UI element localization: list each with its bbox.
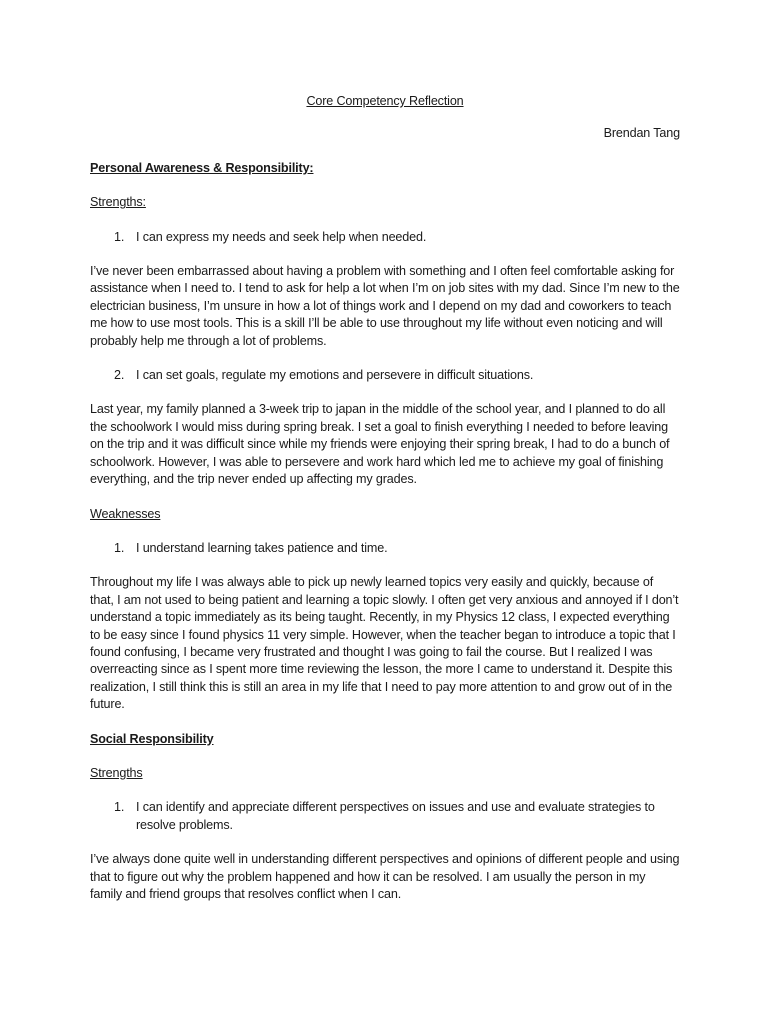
subheading-strengths: Strengths: [90, 195, 146, 210]
body-paragraph: I’ve never been embarrassed about having a problem with something and I often feel comfortable asking for assistance when I need to. I tend to ask for help a lot when I’m on job sites with my dad. Since I’m new to the electrician business, I’m unsure in how a lot of things work and I depend on my dad and coworkers to teach me how to use most tools. This is a skill I’ll be able to use throughout my life without even noticing and will probably help me through a lot of problems. [90, 264, 680, 348]
subheading-weaknesses: Weaknesses [90, 506, 161, 521]
list-item [90, 540, 680, 557]
body-paragraph: Throughout my life I was always able to pick up newly learned topics very easily and quickly, because of that, I am not used to being patient and learning a topic slowly. I often get very anxious and annoyed if I don’t understand a topic immediately as its being taught. Recently, in my Physics 12 class, I expected everything to be easy since I found physics 11 very simple. However, when the teacher began to introduce a topic that I found confusing, I became very frustrated and thought I was going to fail the course. But I realized I was overreacting since as I spent more time reviewing the lesson, the more I came to understand it. Despite this realization, I still think this is still an area in my life that I need to pay more attention to and grow out of in the future. [90, 575, 679, 712]
list-item [90, 367, 680, 384]
list-item [90, 799, 680, 834]
list-item-text: I understand learning takes patience and time. [136, 540, 388, 555]
list-item-number: 1. [114, 229, 125, 244]
list-item-number: 1. [114, 540, 125, 555]
list-item-text: I can express my needs and seek help when needed. [136, 229, 427, 244]
list-item-text: I can set goals, regulate my emotions and persevere in difficult situations. [136, 368, 534, 383]
list-item [90, 229, 680, 246]
section-heading-personal-awareness: Personal Awareness & Responsibility: [90, 160, 314, 175]
document-title: Core Competency Reflection [306, 94, 464, 108]
document-page [90, 93, 680, 920]
list-item-number: 2. [114, 368, 125, 383]
author-name: Brendan Tang [603, 126, 680, 141]
list-item-text: I can identify and appreciate different perspectives on issues and use and evaluate strategies to resolve problems. [136, 800, 655, 832]
section-heading-social-responsibility: Social Responsibility [90, 731, 214, 746]
body-paragraph: I’ve always done quite well in understanding different perspectives and opinions of different people and using that to figure out why the problem happened and how it can be resolved. I am usually the person in my family and friend groups that resolves conflict when I can. [90, 852, 680, 901]
list-item-number: 1. [114, 800, 125, 815]
body-paragraph: Last year, my family planned a 3-week trip to japan in the middle of the school year, and I planned to do all the schoolwork I would miss during spring break. I set a goal to finish everything I needed to before leaving on the trip and it was difficult since while my friends were enjoying their spring break, I had to do a bunch of schoolwork. However, I was able to persevere and work hard which led me to achieve my goal of finishing everything, and the trip never ended up affecting my grades. [90, 402, 670, 487]
subheading-strengths: Strengths [90, 765, 143, 780]
